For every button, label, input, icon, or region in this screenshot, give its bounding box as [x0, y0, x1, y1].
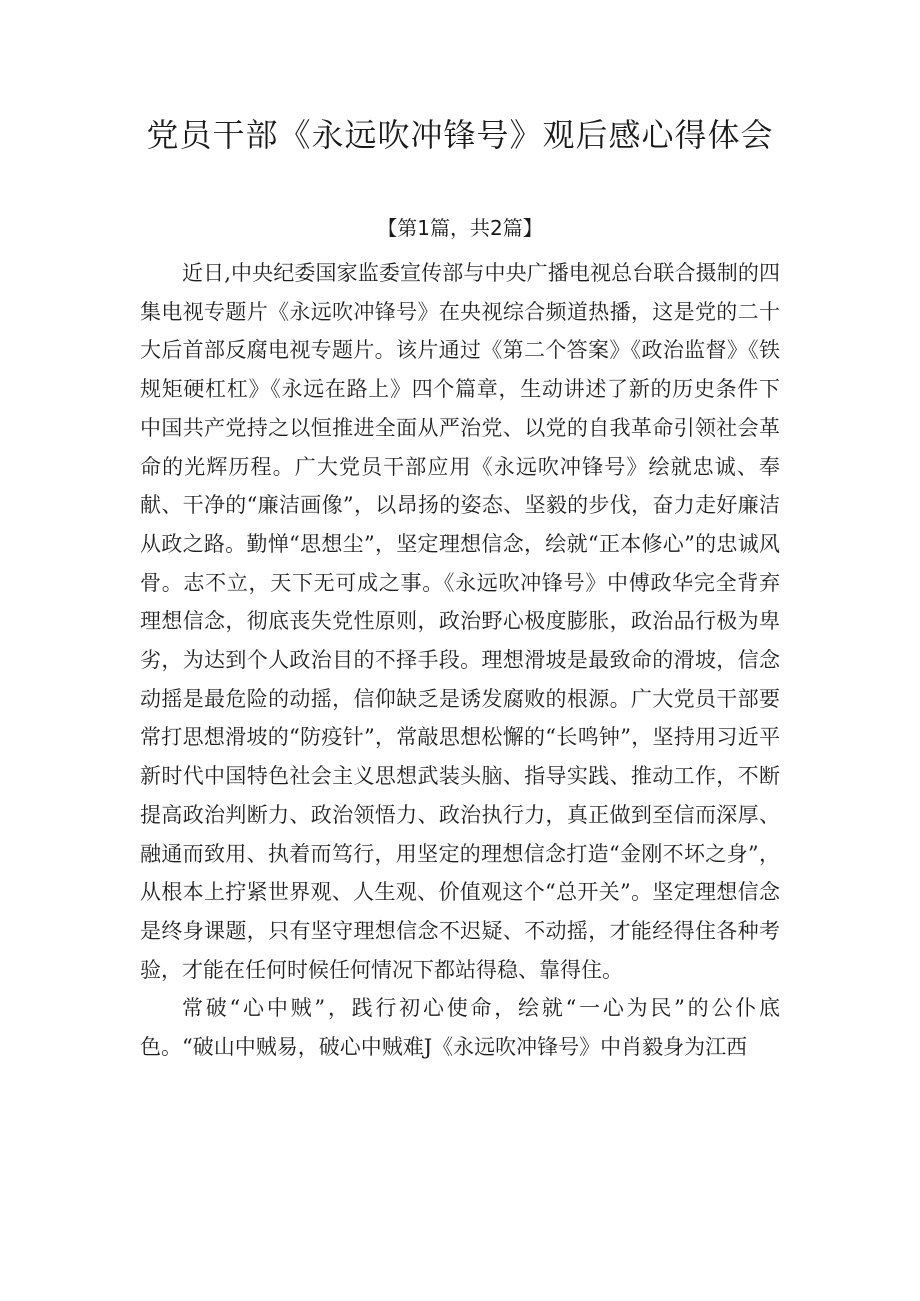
paragraph: 常破“心中贼”，践行初心使命，绘就“一心为民”的公仆底色。“破山中贼易，破心中贼难J《永远吹冲锋号》中肖毅身为江西: [140, 996, 780, 1060]
document-subtitle: 【第1篇，共2篇】: [377, 216, 543, 240]
document-body: [140, 254, 780, 1067]
document-title: 党员干部《永远吹冲锋号》观后感心得体会: [146, 116, 774, 154]
paragraph: 近日,中央纪委国家监委宣传部与中央广播电视总台联合摄制的四集电视专题片《永远吹冲锋号》在央视综合频道热播，这是党的二十大后首部反腐电视专题片。该片通过《第二个答案》《政治监督》《铁规矩硬杠杠》《永远在路上》四个篇章，生动讲述了新的历史条件下中国共产党持之以恒推进全面从严治党、以党的自我革命引领社会革命的光辉历程。广大党员干部应用《永远吹冲锋号》绘就忠诚、奉献、干净的“廉洁画像”，以昂扬的姿态、坚毅的步伐，奋力走好廉洁从政之路。勤惮“思想尘”，坚定理想信念，绘就“正本修心”的忠诚风骨。志不立，天下无可成之事。《永远吹冲锋号》中傅政华完全背弃理想信念，彻底丧失党性原则，政治野心极度膨胀，政治品行极为卑劣，为达到个人政治目的不择手段。理想滑坡是最致命的滑坡，信念动摇是最危险的动摇，信仰缺乏是诱发腐败的根源。广大党员干部要常打思想滑坡的“防疫针”，常敲思想松懈的“长鸣钟”，坚持用习近平新时代中国特色社会主义思想武装头脑、指导实践、推动工作，不断提高政治判断力、政治领悟力、政治执行力，真正做到至信而深厚、融通而致用、执着而笃行，用坚定的理想信念打造“金刚不坏之身”，从根本上拧紧世界观、人生观、价值观这个“总开关”。坚定理想信念是终身课题，只有坚守理想信念不迟疑、不动摇，才能经得住各种考验，才能在任何时候任何情况下都站得稳、靠得住。: [140, 261, 780, 982]
